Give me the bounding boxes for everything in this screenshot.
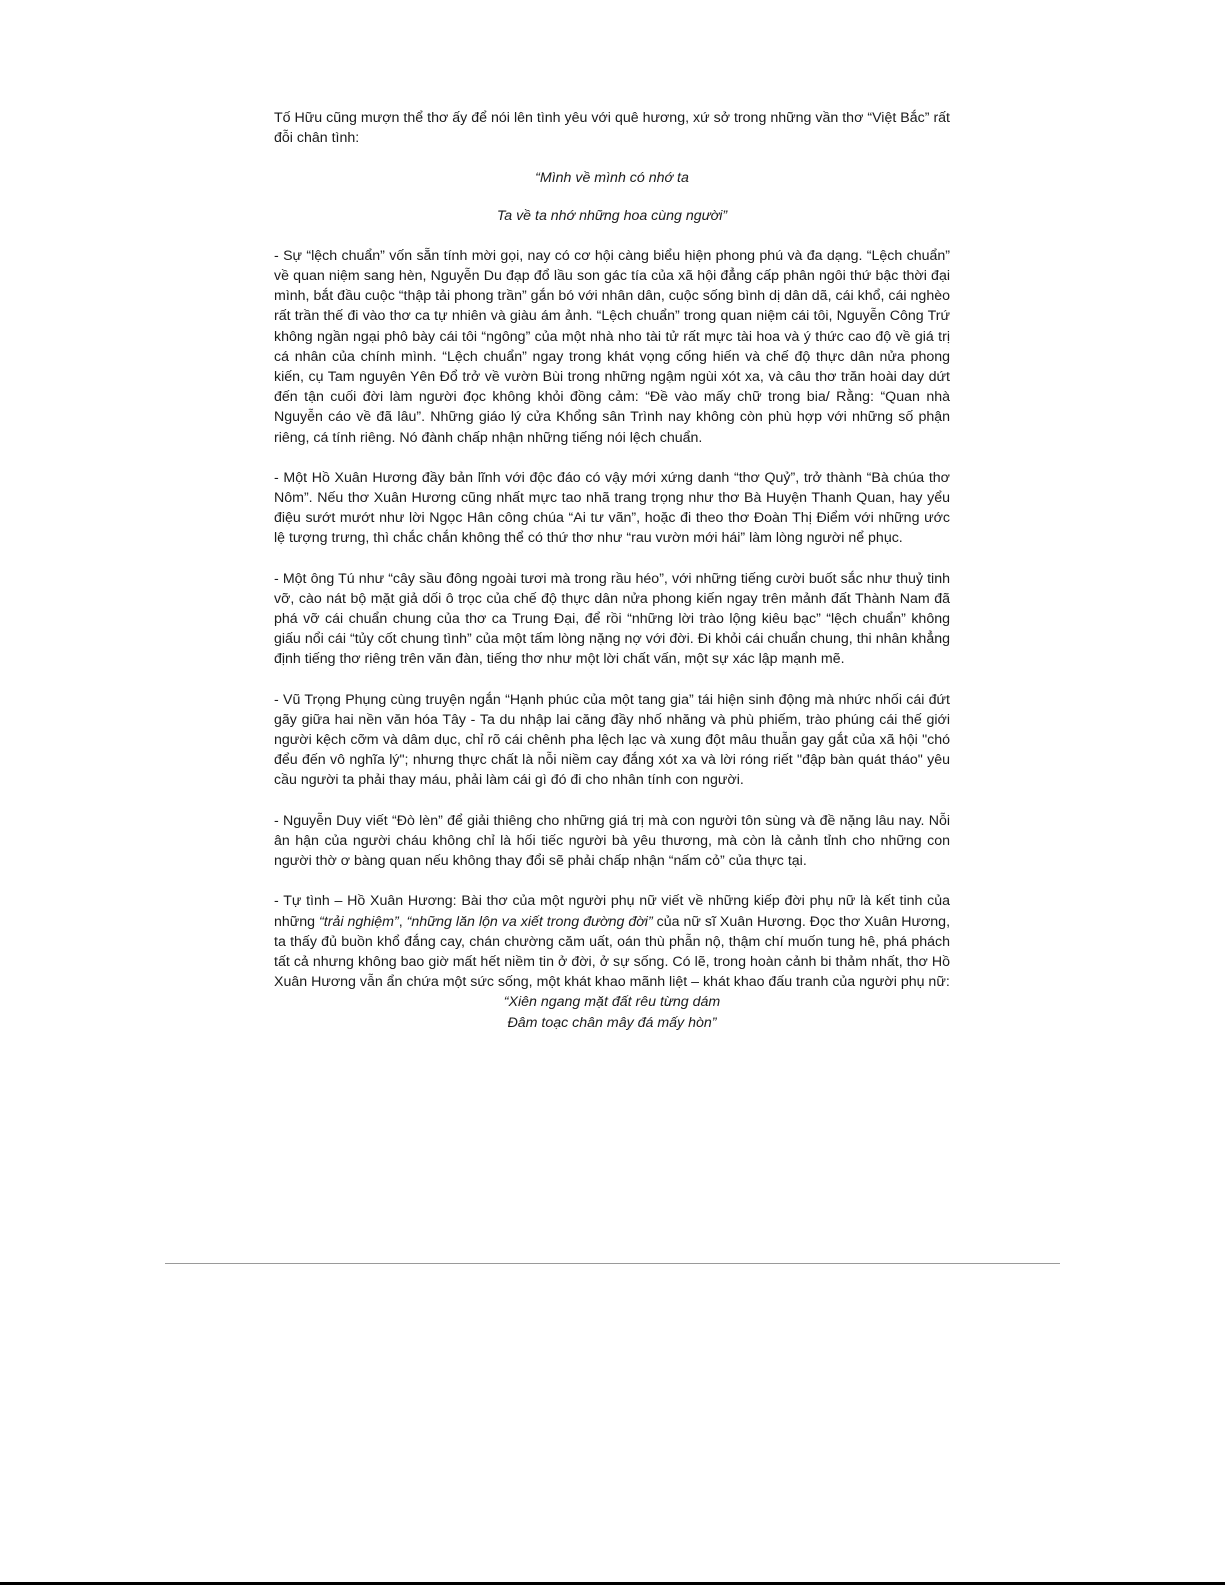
p6-text-c: , — [398, 913, 407, 930]
paragraph-6 — [274, 891, 950, 992]
p6-text-a: - Tự tình – Hồ Xuân Hương: Bài thơ của một người phụ nữ viết về những kiếp đời phụ nữ là kết tinh của những — [274, 893, 950, 930]
p6-quote-1: “trải nghiệm” — [319, 913, 399, 930]
poem2 — [274, 992, 950, 1032]
p6-text-e: của nữ sĩ Xuân Hương. Đọc thơ Xuân Hương, ta thấy đủ buồn khổ đắng cay, chán chường căm uất, oán thù phẫn nộ, thậm chí muốn tung hê, phá phách tất cả nhưng không bao giờ mất hết niềm tin ở đời, ở sự sống. Có lẽ, trong hoàn cảnh bi thảm nhất, thơ Hồ Xuân Hương vẫn ẩn chứa một sức sống, một khát khao mãnh liệt – khát khao đấu tranh của người phụ nữ: — [274, 913, 951, 991]
poem2-line2: Đâm toạc chân mây đá mấy hòn” — [507, 1014, 717, 1031]
paragraph-3: - Một ông Tú như “cây sầu đông ngoài tươi mà trong rầu héo”, với những tiếng cười buốt sắc như thuỷ tinh vỡ, cào nát bộ mặt giả dối ô trọc của chế độ thực dân nửa phong kiến ngay trên mảnh đất Thành Nam đã phá vỡ cái chuẩn chung của thơ ca Trung Đại, để rồi “những lời trào lộng kiêu bạc” “lệch chuẩn” không giấu nổi cái “tủy cốt chung tình” của một tấm lòng nặng nợ với đời. Đi khỏi cái chuẩn chung, thi nhân khẳng định tiếng thơ riêng trên văn đàn, tiếng thơ như một lời chất vấn, một sự xác lập mạnh mẽ. — [274, 570, 950, 668]
paragraph-5: - Nguyễn Duy viết “Đò lèn” để giải thiêng cho những giá trị mà con người tôn sùng và đề nặng lâu nay. Nỗi ân hận của người cháu không chỉ là hối tiếc người bà yêu thương, mà còn là cảnh tỉnh cho những con người thờ ơ bàng quan nếu không thay đổi sẽ phải chấp nhận “nấm cỏ” của thực tại. — [274, 812, 950, 870]
paragraph-1: - Sự “lệch chuẩn” vốn sẵn tính mời gọi, nay có cơ hội càng biểu hiện phong phú và đa dạng. “Lệch chuẩn” về quan niệm sang hèn, Nguyễn Du đạp đổ lầu son gác tía của xã hội đẳng cấp phân ngôi thứ bậc thời đại mình, bắt đầu cuộc “thập tải phong trần” gắn bó với nhân dân, cuộc sống bình dị dân dã, cái khổ, cái nghèo rất trần thế đi vào thơ ca tự nhiên và giàu ám ảnh. “Lệch chuẩn” trong quan niệm cái tôi, Nguyễn Công Trứ không ngần ngại phô bày cái tôi “ngông” của một nhà nho tài tử rất mực tài hoa và ý thức cao độ về giá trị cá nhân của chính mình. “Lệch chuẩn” ngay trong khát vọng cống hiến và chế độ thực dân nửa phong kiến, cụ Tam nguyên Yên Đổ trở về vườn Bùi trong những ngậm ngùi xót xa, và câu thơ trăn hoài day dứt đến tận cuối đời làm người đọc không khỏi đồng cảm: “Đề vào mấy chữ trong bia/ Rằng: “Quan nhà Nguyễn cáo về đã lâu”. Những giáo lý cửa Khổng sân Trình nay không còn phù hợp với những số phận riêng, cá tính riêng. Nó đành chấp nhận những tiếng nói lệch chuẩn. — [274, 247, 950, 446]
p6-quote-2: “những lăn lộn va xiết trong đường đời” — [406, 913, 653, 930]
paragraph-2: - Một Hồ Xuân Hương đầy bản lĩnh với độc đáo có vậy mới xứng danh “thơ Quỷ”, trở thành “Bà chúa thơ Nôm”. Nếu thơ Xuân Hương cũng nhất mực tao nhã trang trọng như thơ Bà Huyện Thanh Quan, hay yểu điệu sướt mướt như lời Ngọc Hân công chúa “Ai tư vãn”, hoặc đi theo thơ Đoàn Thị Điểm với những ước lệ tượng trưng, thì chắc chắn không thể có thứ thơ như “rau vườn mới hái” làm lòng người nể phục. — [274, 469, 950, 547]
poem1-line2: Ta về ta nhớ những hoa cùng người” — [496, 207, 728, 224]
poem2-line1: “Xiên ngang mặt đất rêu từng dám — [503, 994, 721, 1011]
intro-paragraph: Tố Hữu cũng mượn thể thơ ấy để nói lên tình yêu với quê hương, xứ sở trong những vần thơ “Việt Bắc” rất đỗi chân tình: — [274, 110, 950, 147]
document-page — [274, 108, 950, 1033]
paragraph-4: - Vũ Trọng Phụng cùng truyện ngắn “Hạnh phúc của một tang gia” tái hiện sinh động mà nhức nhối cái đứt gãy giữa hai nền văn hóa Tây - Ta du nhập lai căng đầy nhố nhăng và phù phiếm, trào phúng cái thế giới người kệch cỡm và dâm dục, chỉ rõ cái chênh pha lệch lạc và xung đột mâu thuẫn gay gắt của xã hội "chó đểu đến vô nghĩa lý"; nhưng thực chất là nỗi niềm cay đắng xót xa và lời róng riết "đập bàn quát tháo" yêu cầu người ta phải thay máu, phải làm cái gì đó đi cho nhân tính con người. — [274, 691, 950, 789]
poem1-line1: “Mình về mình có nhớ ta — [535, 170, 689, 187]
page-divider — [165, 1263, 1060, 1264]
